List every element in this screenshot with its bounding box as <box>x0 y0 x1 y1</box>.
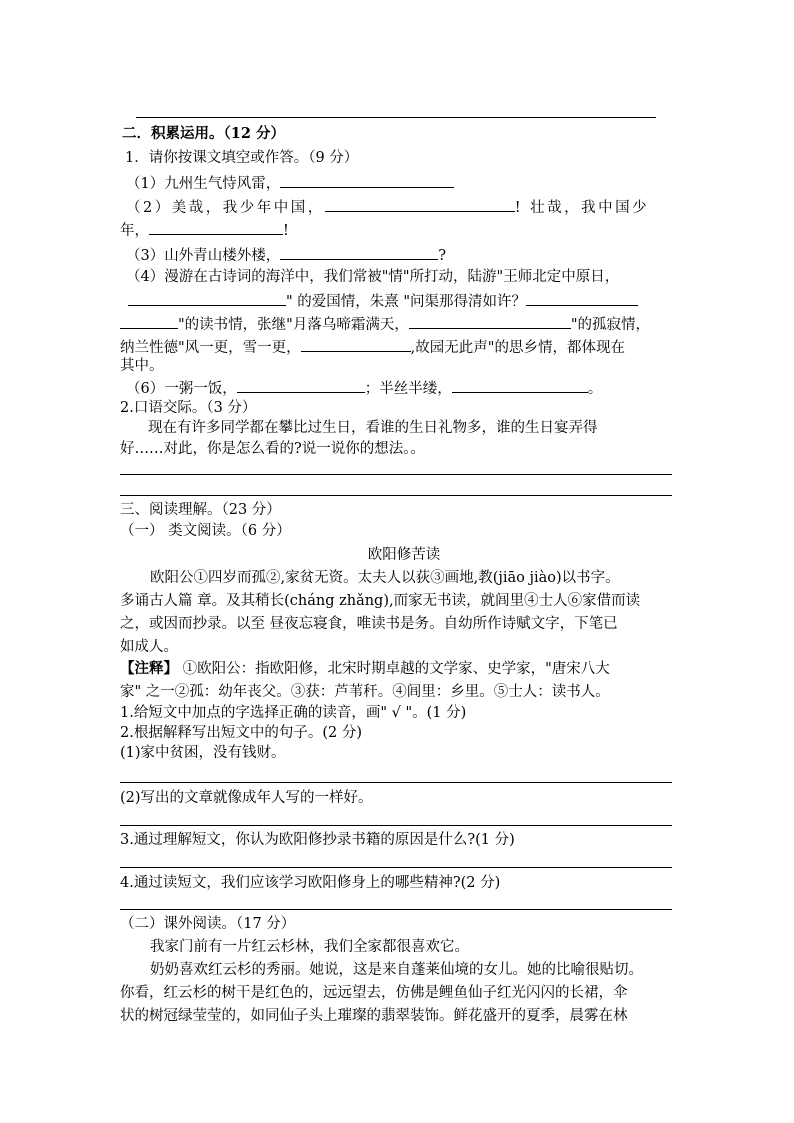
q1-item-4-line5: 其中。 <box>120 358 164 374</box>
note-label: 【注释】 <box>120 660 178 677</box>
q1-item-2-text-b: ! 壮哉，我中国少 <box>514 200 650 216</box>
q1-item-2-text-d: ! <box>283 223 289 239</box>
q1-item-4-line4 <box>120 336 625 358</box>
part1-q1: 1.给短文中加点的字选择正确的读音，画" √ "。(1 分) <box>120 705 467 721</box>
q1-prompt: 1．请你按课文填空或作答。（9 分） <box>125 150 359 166</box>
q3-answer-line[interactable] <box>120 867 672 868</box>
q1-item-6-text: （6）一粥一饭， <box>126 381 237 397</box>
q1-item-4: （4）漫游在古诗词的海洋中，我们常被"情"所打动，陆游"王师北定中原日， <box>126 269 620 285</box>
part1-q3: 3.通过理解短文，你认为欧阳修抄录书籍的原因是什么?(1 分) <box>120 832 515 848</box>
q4-answer-line[interactable] <box>120 909 672 910</box>
q1-item-6-text-c: 。 <box>587 381 603 397</box>
q1-item-4-text-c: "的读书情，张继"月落乌啼霜满天， <box>178 317 409 333</box>
q1-item-3 <box>126 244 446 266</box>
q2a-answer-line[interactable] <box>120 782 672 783</box>
passage-line-1: 欧阳公①四岁而孤②,家贫无资。太夫人以荻③画地,教(jiāo jiào)以书字。 <box>150 570 620 586</box>
answer-blank[interactable] <box>120 313 178 329</box>
section-2-title: 二．积累运用。（12 分） <box>122 125 285 142</box>
q1-item-1-text: （1）九州生气恃风雷， <box>126 176 281 192</box>
q1-item-2-text-c: 年， <box>120 223 149 239</box>
note-text-1: ①欧阳公：指欧阳修，北宋时期卓越的文学家、史学家，"唐宋八大 <box>182 661 610 677</box>
q1-item-6-text-b: ；半丝半缕， <box>364 381 452 397</box>
q1-item-2-text: （2）美哉，我少年中国， <box>126 200 325 216</box>
part1-q2b: (2)写出的文章就像成年人写的一样好。 <box>120 790 373 806</box>
q1-item-2 <box>126 196 649 218</box>
answer-blank[interactable] <box>301 336 411 352</box>
answer-blank[interactable] <box>409 313 571 329</box>
q1-item-4-line3 <box>120 313 650 335</box>
part2-para-2-line-1: 奶奶喜欢红云杉的秀丽。她说，这是来自蓬莱仙境的女儿。她的比喻很贴切。 <box>150 962 643 978</box>
top-answer-line <box>136 117 656 118</box>
note-line-1 <box>120 659 610 679</box>
q2-answer-line-1[interactable] <box>120 474 672 475</box>
q1-item-1 <box>126 172 454 194</box>
part-2-title: （二）课外阅读。（17 分） <box>120 916 296 932</box>
q2b-answer-line[interactable] <box>120 825 672 826</box>
answer-blank[interactable] <box>452 377 588 393</box>
q1-item-4-text-e: 纳兰性德"风一更，雪一更， <box>120 340 301 356</box>
answer-blank[interactable] <box>325 196 515 212</box>
q1-item-4-text-b: " 的爱国情，朱熹 "问渠那得清如许？ <box>286 294 527 310</box>
q2-answer-line-2[interactable] <box>120 495 672 496</box>
answer-blank[interactable] <box>526 290 638 306</box>
part2-para-2-line-3: 状的树冠绿莹莹的，如同仙子头上璀璨的翡翠装饰。鲜花盛开的夏季，晨雾在林 <box>120 1008 628 1024</box>
q1-item-3-text: （3）山外青山楼外楼， <box>126 248 281 264</box>
passage-line-3: 之，或因而抄录。以至 昼夜忘寝食，唯读书是务。自幼所作诗赋文字，下笔已 <box>120 616 618 632</box>
part-1-title: （一） 类文阅读。（6 分） <box>120 523 291 539</box>
answer-blank[interactable] <box>128 290 286 306</box>
part1-q2a: (1)家中贫困，没有钱财。 <box>120 745 286 761</box>
section-3-title: 三、阅读理解。（23 分） <box>120 502 281 518</box>
q1-item-4-text-f: ,故园无此声"的思乡情，都体现在 <box>410 340 625 356</box>
passage-line-2: 多诵古人篇 章。及其稍长(cháng zhǎng),而家无书读，就闾里④士人⑥家借而读 <box>120 593 641 609</box>
answer-blank[interactable] <box>237 377 365 393</box>
q1-item-3-text-b: ? <box>438 248 447 264</box>
q1-item-6 <box>126 377 602 399</box>
passage-line-4: 如成人。 <box>120 639 178 655</box>
q2-text-2: 好……对此，你是怎么看的?说一说你的想法。。 <box>120 441 426 457</box>
answer-blank[interactable] <box>280 172 454 188</box>
q1-item-4-line2 <box>128 290 638 312</box>
part2-para-1: 我家门前有一片红云杉林，我们全家都很喜欢它。 <box>150 939 469 955</box>
answer-blank[interactable] <box>280 244 438 260</box>
q1-item-2-cont <box>120 219 289 241</box>
part1-q2: 2.根据解释写出短文中的句子。(2 分) <box>120 725 362 741</box>
part1-q4: 4.通过读短文，我们应该学习欧阳修身上的哪些精神?(2 分) <box>120 875 501 891</box>
part2-para-2-line-2: 你看，红云杉的树干是红色的，远远望去，仿佛是鲤鱼仙子红光闪闪的长裙，伞 <box>120 985 628 1001</box>
q2-text-1: 现在有许多同学都在攀比过生日，看谁的生日礼物多，谁的生日宴弄得 <box>148 420 598 436</box>
passage-title: 欧阳修苦读 <box>367 547 441 563</box>
note-line-2: 家" 之一②孤：幼年丧父。③获：芦苇秆。④闾里：乡里。⑤士人：读书人。 <box>120 684 610 700</box>
q1-item-4-text-d: "的孤寂情， <box>570 317 651 333</box>
answer-blank[interactable] <box>149 219 283 235</box>
q2-prompt: 2.口语交际。（3 分） <box>120 400 257 416</box>
